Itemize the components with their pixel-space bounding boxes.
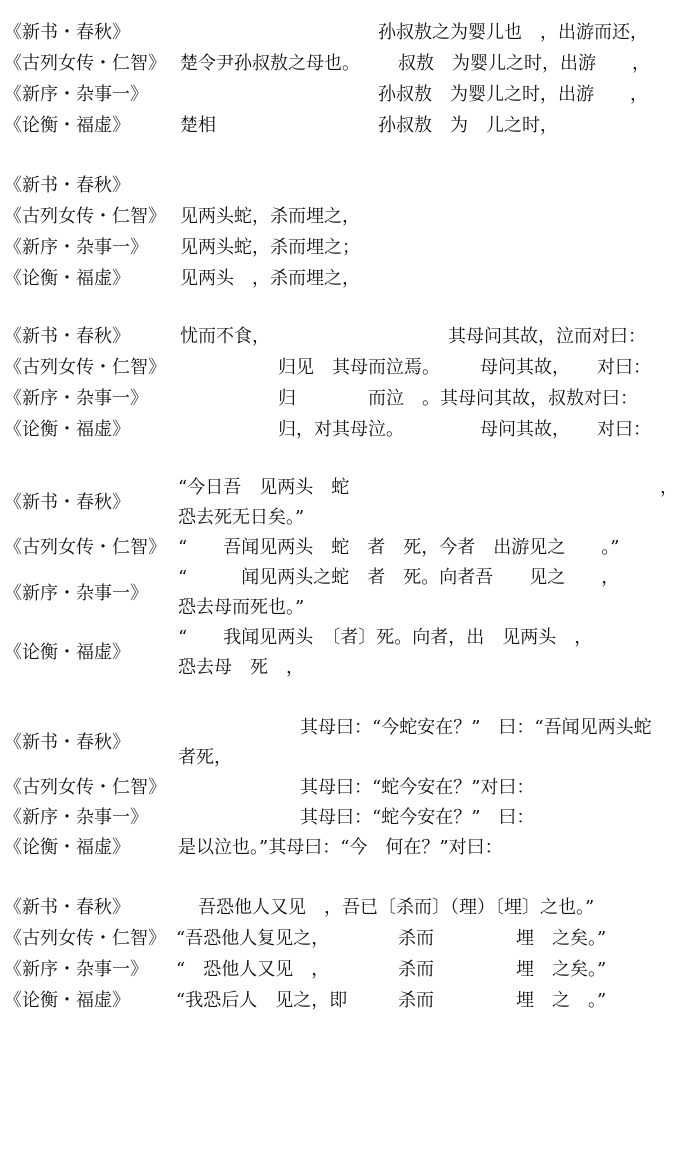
group6-row1	[0, 893, 695, 923]
text-segment: 恐去母而死也。”	[178, 597, 305, 618]
text-segment: 见两头 ，杀而埋之，	[180, 268, 360, 289]
group5-row4	[0, 833, 695, 863]
text-segment: 孙叔敖之为婴儿也 ，出游而还，	[378, 22, 648, 43]
group2-row2	[0, 202, 695, 232]
text-segment: “ 恐他人又见 ，	[176, 959, 330, 980]
group1-row2	[0, 49, 695, 79]
source-label: 《论衡・福虚》	[4, 990, 130, 1011]
text-segment: 孙叔敖 为婴儿之时，出游 ，	[378, 84, 648, 105]
source-label: 《新书・春秋》	[4, 732, 130, 753]
group5-row3	[0, 803, 695, 833]
group3-row1	[0, 322, 695, 352]
group6-row4	[0, 986, 695, 1016]
text-segment: 见两头蛇，杀而埋之；	[180, 237, 360, 258]
group1-row1	[0, 18, 695, 48]
text-segment: 母问其故， 对曰：	[480, 419, 651, 440]
source-label: 《论衡・福虚》	[4, 115, 130, 136]
text-segment: 其母曰：“今蛇安在？” 曰：“吾闻见两头蛇	[300, 717, 652, 738]
source-label: 《古列女传・仁智》	[4, 357, 166, 378]
group2-row4	[0, 264, 695, 294]
source-label: 《新序・杂事一》	[4, 583, 148, 604]
text-segment: ，	[660, 477, 678, 498]
group5-row2	[0, 773, 695, 803]
text-segment: 吾恐他人又见 ，吾已〔杀而〕（理）〔埋〕之也。”	[198, 897, 595, 918]
source-label: 《论衡・福虚》	[4, 268, 130, 289]
text-segment: “ 闻见两头之蛇 者 死。向者吾 见之 ，	[178, 567, 620, 588]
source-label: 《古列女传・仁智》	[4, 53, 166, 74]
source-label: 《古列女传・仁智》	[4, 537, 166, 558]
text-segment: 母问其故， 对曰：	[480, 357, 651, 378]
source-label: 《论衡・福虚》	[4, 419, 130, 440]
text-segment: 见两头蛇，杀而埋之，	[180, 206, 360, 227]
text-segment: 埋 之 。”	[516, 990, 607, 1011]
source-label: 《新序・杂事一》	[4, 807, 148, 828]
group3-row2	[0, 353, 695, 383]
text-segment: 归，对其母泣。	[278, 419, 404, 440]
group4-row2	[0, 533, 695, 563]
text-segment: 其母曰：“蛇今安在？” 曰：	[300, 807, 535, 828]
source-label: 《新书・春秋》	[4, 326, 130, 347]
text-segment: 忧而不食，	[180, 326, 270, 347]
text-segment: 是以泣也。”其母曰：“今 何在？”对曰：	[178, 837, 503, 858]
text-segment: 埋 之矣。”	[516, 959, 607, 980]
text-segment: “吾恐他人复见之，	[176, 928, 330, 949]
source-label: 《新序・杂事一》	[4, 388, 148, 409]
text-segment: 楚相	[180, 115, 216, 136]
source-label: 《新序・杂事一》	[4, 84, 148, 105]
text-segment: “ 吾闻见两头 蛇 者 死，今者 出游见之 。”	[178, 537, 620, 558]
text-segment: 其母问其故，泣而对曰：	[448, 326, 646, 347]
group1-row3	[0, 80, 695, 110]
text-segment: 杀而	[398, 990, 434, 1011]
text-segment: “ 我闻见两头 〔者〕死。向者，出 见两头 ，	[178, 627, 593, 648]
source-label: 《新书・春秋》	[4, 175, 130, 196]
source-label: 《古列女传・仁智》	[4, 777, 166, 798]
text-segment: 埋 之矣。”	[516, 928, 607, 949]
group1-row4	[0, 111, 695, 141]
source-label: 《新书・春秋》	[4, 492, 130, 513]
text-segment: 归见 其母而泣焉。	[278, 357, 440, 378]
text-segment: 叔敖 为婴儿之时，出游 ，	[398, 53, 650, 74]
source-label: 《论衡・福虚》	[4, 642, 130, 663]
group3-row4	[0, 415, 695, 445]
group2-row3	[0, 233, 695, 263]
source-label: 《新书・春秋》	[4, 897, 130, 918]
group3-row3	[0, 384, 695, 414]
text-segment: 杀而	[398, 928, 434, 949]
text-segment: “今日吾 见两头 蛇	[178, 477, 350, 498]
text-segment: 恐去死无日矣。”	[178, 507, 305, 528]
group2-row1	[0, 171, 695, 201]
text-segment: 其母曰：“蛇今安在？”对曰：	[300, 777, 535, 798]
source-label: 《论衡・福虚》	[4, 837, 130, 858]
group6-row2	[0, 924, 695, 954]
source-label: 《古列女传・仁智》	[4, 206, 166, 227]
group6-row3	[0, 955, 695, 985]
text-segment: 者死，	[178, 747, 232, 768]
text-segment: “我恐后人 见之，即	[176, 990, 348, 1011]
text-segment: 恐去母 死 ，	[178, 657, 304, 678]
source-label: 《新序・杂事一》	[4, 237, 148, 258]
source-label: 《新书・春秋》	[4, 22, 130, 43]
text-segment: 杀而	[398, 959, 434, 980]
text-segment: 楚令尹孙叔敖之母也。	[180, 53, 360, 74]
text-segment: 孙叔敖 为 儿之时，	[378, 115, 558, 136]
source-label: 《古列女传・仁智》	[4, 928, 166, 949]
text-segment: 归 而泣 。其母问其故，叔敖对曰：	[278, 388, 638, 409]
source-label: 《新序・杂事一》	[4, 959, 148, 980]
